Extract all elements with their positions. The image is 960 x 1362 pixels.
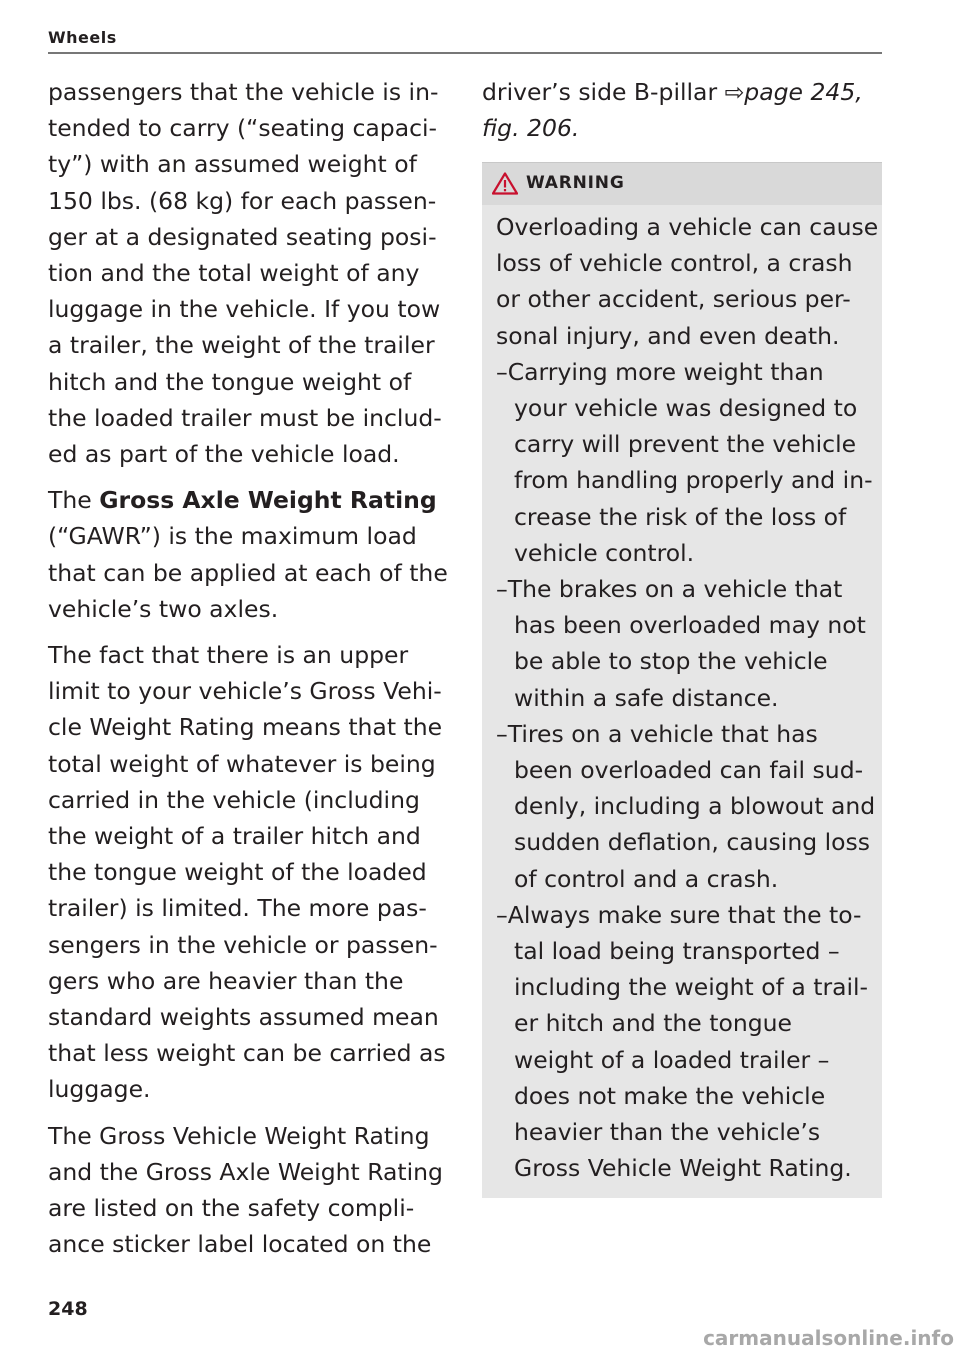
page-reference-link[interactable]: page 245, xyxy=(744,78,863,106)
text-line: –Carrying more weight than xyxy=(496,357,824,386)
text-line: within a safe distance. xyxy=(514,683,779,712)
left-column xyxy=(48,74,450,1273)
text-line: your vehicle was designed to xyxy=(514,394,858,423)
text-line: that can be applied at each of the xyxy=(48,558,448,587)
paragraph-ratings-listed xyxy=(48,1118,450,1263)
paragraph-vehicle-load xyxy=(48,74,450,472)
warning-bullet xyxy=(496,571,876,716)
text-line xyxy=(482,74,882,110)
text-line: of control and a crash. xyxy=(514,864,779,893)
text-line: Overloading a vehicle can cause xyxy=(496,213,879,241)
text-line: a trailer, the weight of the trailer xyxy=(48,331,435,360)
text-line: cle Weight Rating means that the xyxy=(48,713,443,742)
text-line: er hitch and the tongue xyxy=(514,1009,792,1038)
text-line: carry will prevent the vehicle xyxy=(514,430,857,459)
text-line: weight of a loaded trailer – xyxy=(514,1045,830,1074)
text-line: (“GAWR”) is the maximum load xyxy=(48,522,417,551)
text-line: from handling properly and in- xyxy=(514,466,873,495)
paragraph-gawr xyxy=(48,482,450,627)
watermark: carmanualsonline.info xyxy=(703,1326,954,1350)
lead-text: The xyxy=(48,486,100,515)
text-line: ed as part of the vehicle load. xyxy=(48,440,400,469)
text-line: 150 lbs. (68 kg) for each passen- xyxy=(48,186,437,215)
text-line: vehicle control. xyxy=(514,538,695,567)
text-line: the weight of a trailer hitch and xyxy=(48,822,421,851)
text-line: tended to carry (“seating capaci- xyxy=(48,114,438,143)
term-gawr: Gross Axle Weight Rating xyxy=(99,486,437,515)
text-line: including the weight of a trail- xyxy=(514,973,869,1002)
text-line: trailer) is limited. The more pas- xyxy=(48,894,427,923)
text-line: be able to stop the vehicle xyxy=(514,647,828,676)
text-line: –Tires on a vehicle that has xyxy=(496,719,818,748)
text-line: passengers that the vehicle is in- xyxy=(48,78,439,106)
text-line: ger at a designated seating posi- xyxy=(48,222,437,251)
paragraph-continuation xyxy=(482,74,882,146)
text-line: vehicle’s two axles. xyxy=(48,594,279,623)
text-line: luggage. xyxy=(48,1075,151,1104)
text-line: The Gross Vehicle Weight Rating xyxy=(48,1121,430,1150)
text-line: been overloaded can fail sud- xyxy=(514,756,864,785)
text-line: and the Gross Axle Weight Rating xyxy=(48,1157,443,1186)
text-line: sonal injury, and even death. xyxy=(496,321,840,350)
text-line: total weight of whatever is being xyxy=(48,749,436,778)
text-line: –Always make sure that the to- xyxy=(496,900,862,929)
header-divider xyxy=(48,52,882,54)
warning-bullet xyxy=(496,716,876,897)
arrow-right-icon: ⇨ xyxy=(724,78,745,106)
text-line: Gross Vehicle Weight Rating. xyxy=(514,1154,852,1183)
text-line: are listed on the safety compli- xyxy=(48,1194,415,1223)
warning-box xyxy=(482,162,882,1198)
text-line: ance sticker label located on the xyxy=(48,1230,432,1259)
warning-triangle-icon xyxy=(492,172,518,199)
text-line: sengers in the vehicle or passen- xyxy=(48,930,438,959)
text-line: –The brakes on a vehicle that xyxy=(496,575,843,604)
text-line: limit to your vehicle’s Gross Vehi- xyxy=(48,677,442,706)
text-line: loss of vehicle control, a crash xyxy=(496,249,853,278)
text-line: sudden deflation, causing loss xyxy=(514,828,870,857)
text-line: standard weights assumed mean xyxy=(48,1003,439,1032)
warning-body xyxy=(496,209,879,1186)
text-line: heavier than the vehicle’s xyxy=(514,1118,821,1147)
text-line: carried in the vehicle (including xyxy=(48,785,420,814)
text-line: the loaded trailer must be includ- xyxy=(48,403,442,432)
text-line: tion and the total weight of any xyxy=(48,259,420,288)
text-line: gers who are heavier than the xyxy=(48,966,404,995)
text-line: crease the risk of the loss of xyxy=(514,502,847,531)
text-line xyxy=(48,482,450,518)
text-line: does not make the vehicle xyxy=(514,1081,826,1110)
warning-header xyxy=(482,163,882,205)
warning-intro xyxy=(496,209,879,354)
warning-title: WARNING xyxy=(526,173,625,193)
text-line: tal load being transported – xyxy=(514,937,840,966)
warning-bullet xyxy=(496,354,876,571)
text-line: hitch and the tongue weight of xyxy=(48,367,412,396)
text-line: has been overloaded may not xyxy=(514,611,866,640)
text-line: denly, including a blowout and xyxy=(514,792,876,821)
right-column xyxy=(482,74,882,156)
text-line: luggage in the vehicle. If you tow xyxy=(48,295,441,324)
text-line: The fact that there is an upper xyxy=(48,641,409,670)
page-number: 248 xyxy=(48,1298,88,1320)
paragraph-upper-limit xyxy=(48,637,450,1108)
text-line: ty”) with an assumed weight of xyxy=(48,150,417,179)
section-header: Wheels xyxy=(48,28,117,47)
text-line: or other accident, serious per- xyxy=(496,285,851,314)
text-line: that less weight can be carried as xyxy=(48,1039,446,1068)
warning-bullet xyxy=(496,897,876,1187)
continuation-text: driver’s side B-pillar xyxy=(482,78,725,106)
text-line: the tongue weight of the loaded xyxy=(48,858,427,887)
figure-reference-link[interactable]: fig. 206. xyxy=(482,114,580,143)
